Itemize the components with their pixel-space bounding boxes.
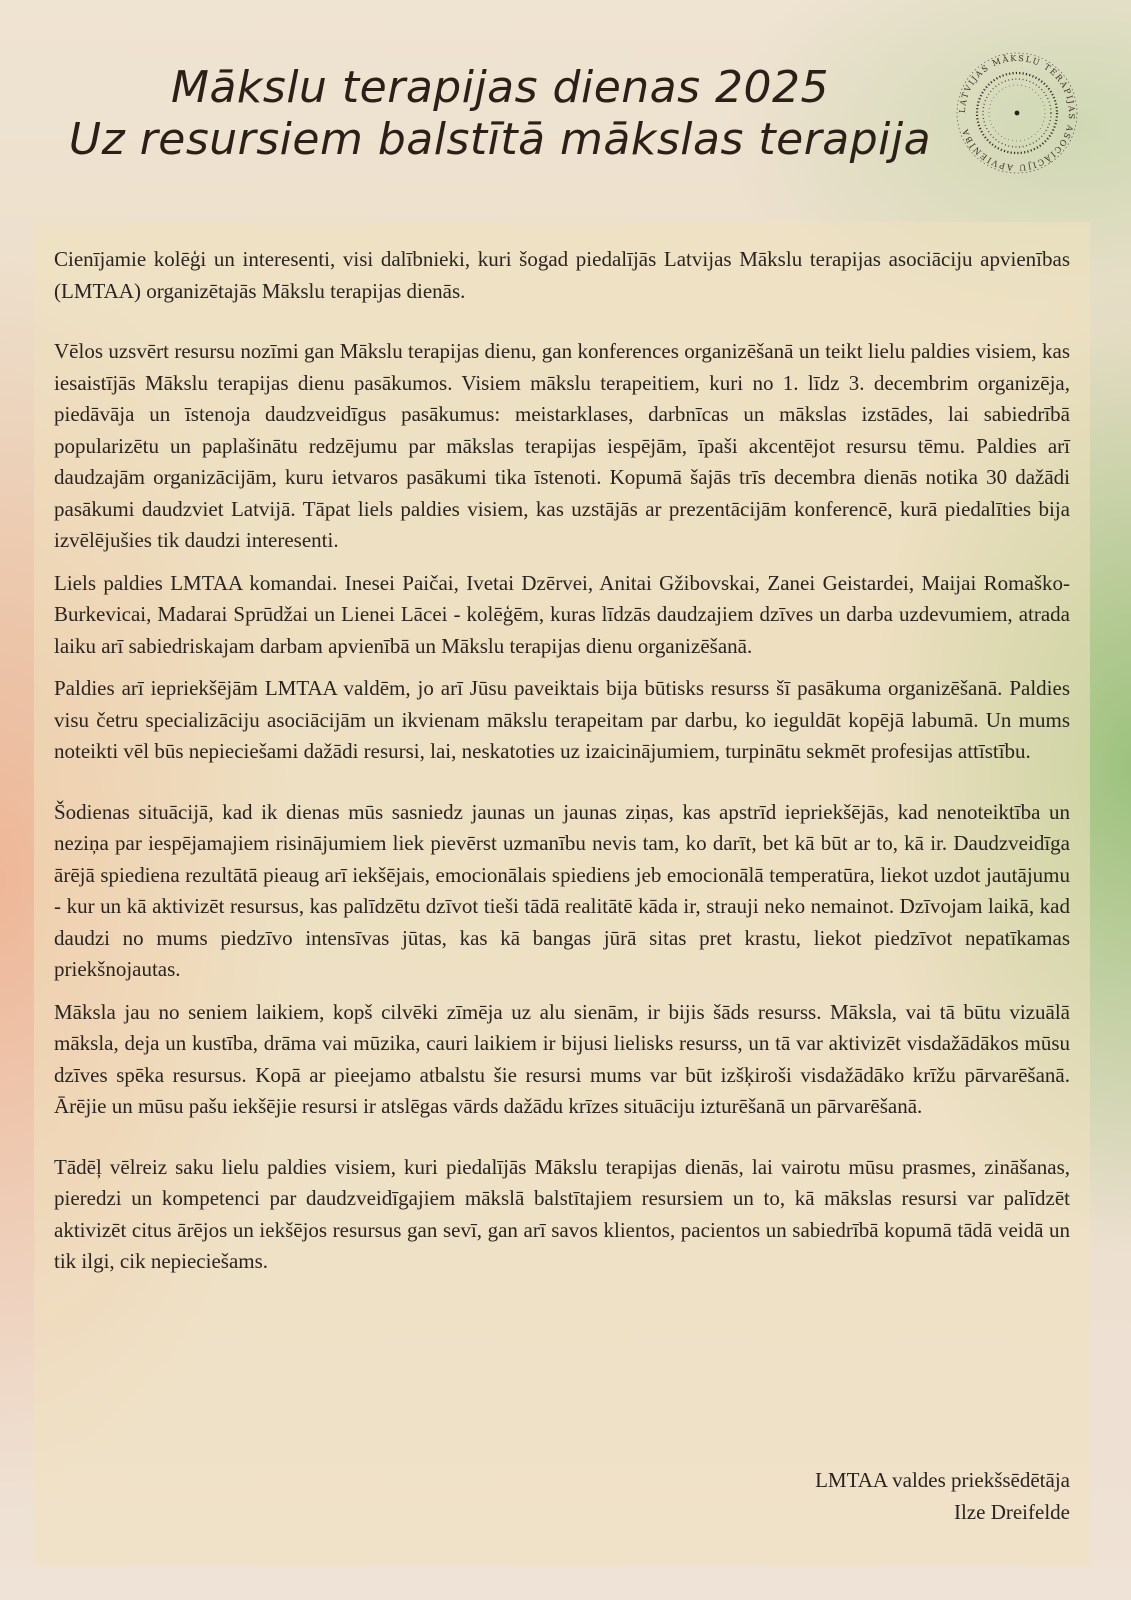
svg-text:LATVIJAS MĀKSLU TERAPIJAS ASOC: LATVIJAS MĀKSLU TERAPIJAS ASOCIĀCIJU APVIENĪBA bbox=[956, 52, 1078, 174]
letter-paragraph-resources: Vēlos uzsvērt resursu nozīmi gan Mākslu terapijas dienu, gan konferences organizēšanā un teikt lielu paldies visiem, kas iesaistījās Mākslu terapijas dienu pasākumos. Visiem mākslu terapeitiem, kuri no 1. līdz 3. decembrim organizēja, piedāvāja un īstenoja daudzveidīgus pasākumus: meistarklases, darbnīcas un mākslas izstādes, lai sabiedrībā popularizētu un paplašinātu redzējumu par mākslas terapijas iespējām, īpaši akcentējot resursu tēmu. Paldies arī daudzajām organizācijām, kuru ietvaros pasākumi tika īstenoti. Kopumā šajās trīs decembra dienās notika 30 dažādi pasākumi daudzviet Latvijā. Tāpat liels paldies visiem, kas uzstājās ar prezentācijām konferencē, kurā piedalīties bija izvēlējušies tik daudzi interesenti. bbox=[54, 339, 1070, 552]
page-title bbox=[40, 62, 960, 166]
letter-paragraph-boards-thanks: Paldies arī iepriekšējām LMTAA valdēm, jo arī Jūsu paveiktais bija būtisks resurss šī pasākuma organizēšanā. Paldies visu četru specializāciju asociācijām un ikvienam mākslu terapeitam par darbu, ko ieguldāt kopējā labumā. Un mums noteikti vēl būs nepieciešami dažādi resursi, lai, neskatoties uz izaicinājumiem, turpinātu sekmēt profesijas attīstību. bbox=[54, 676, 1070, 763]
association-seal-logo bbox=[952, 48, 1082, 178]
letter-paragraph-greeting: Cienījamie kolēģi un interesenti, visi dalībnieki, kuri šogad piedalījās Latvijas Mākslu terapijas asociāciju apvienības (LMTAA) organizētajās Mākslu terapijas dienās. bbox=[54, 247, 1070, 303]
letter-panel bbox=[34, 222, 1090, 1566]
letter-paragraph-closing: Tādēļ vēlreiz saku lielu paldies visiem, kuri piedalījās Mākslu terapijas dienās, lai vairotu mūsu prasmes, zināšanas, pieredzi un kompetenci par daudzveidīgajiem mākslā balstītajiem resursiem un to, kā mākslas resursi var palīdzēt aktivizēt citus ārējos un iekšējos resursus gan sevī, gan arī savos klientos, pacientos un sabiedrībā kopumā tādā veidā un tik ilgi, cik nepieciešams. bbox=[54, 1154, 1070, 1273]
title-line-1: Mākslu terapijas dienas 2025 bbox=[170, 62, 829, 113]
signature-role: LMTAA valdes priekšsēdētāja bbox=[815, 1468, 1070, 1492]
letter-paragraph-situation: Šodienas situācijā, kad ik dienas mūs sasniedz jaunas un jaunas ziņas, kas apstrīd iepriekšējās, kad nenoteiktība un neziņa par iespējamajiem risinājumiem liek pievērst uzmanību nevis tam, ko darīt, bet kā būt ar to, kā ir. Daudzveidīga ārējā spiediena rezultātā pieaug arī iekšējais, emocionālais spiediens jeb emocionālā temperatūra, liekot uzdot jautājumu - kur un kā aktivizēt resursus, kas palīdzētu dzīvot tieši tādā realitātē kāda ir, strauji neko nemainot. Dzīvojam laikā, kad daudzi no mums piedzīvo intensīvas jūtas, kas kā bangas jūrā sitas pret krastu, liekot piedzīvot nepatīkamas priekšnojautas. bbox=[54, 799, 1070, 981]
signature-block bbox=[815, 1464, 1070, 1528]
letter-paragraph-team-thanks: Liels paldies LMTAA komandai. Inesei Paičai, Ivetai Dzērvei, Anitai Gžibovskai, Zanei Geistardei, Maijai Romaško-Burkevicai, Madarai Sprūdžai un Lienei Lācei - kolēģēm, kuras līdzās daudzajiem dzīves un darba uzdevumiem, atrada laiku arī sabiedriskajam darbam apvienībā un Mākslu terapijas dienu organizēšanā. bbox=[54, 570, 1070, 658]
title-line-2: Uz resursiem balstītā mākslas terapija bbox=[68, 114, 932, 165]
letter-paragraph-art-resource: Māksla jau no seniem laikiem, kopš cilvēki zīmēja uz alu sienām, ir bijis šāds resurss. Māksla, vai tā būtu vizuālā māksla, deja un kustība, drāma vai mūzika, cauri laikiem ir bijusi lielisks resurss, un tā var aktivizēt visdažādākos mūsu dzīves spēka resursus. Kopā ar pieejamo atbalstu šie resursi mums var būt izšķiroši visdažādāko krīžu pārvarēšanā. Ārējie un mūsu pašu iekšējie resursi ir atslēgas vārds dažādu krīzes situāciju izturēšanā un pārvarēšanā. bbox=[54, 999, 1070, 1118]
signature-name: Ilze Dreifelde bbox=[953, 1500, 1070, 1524]
